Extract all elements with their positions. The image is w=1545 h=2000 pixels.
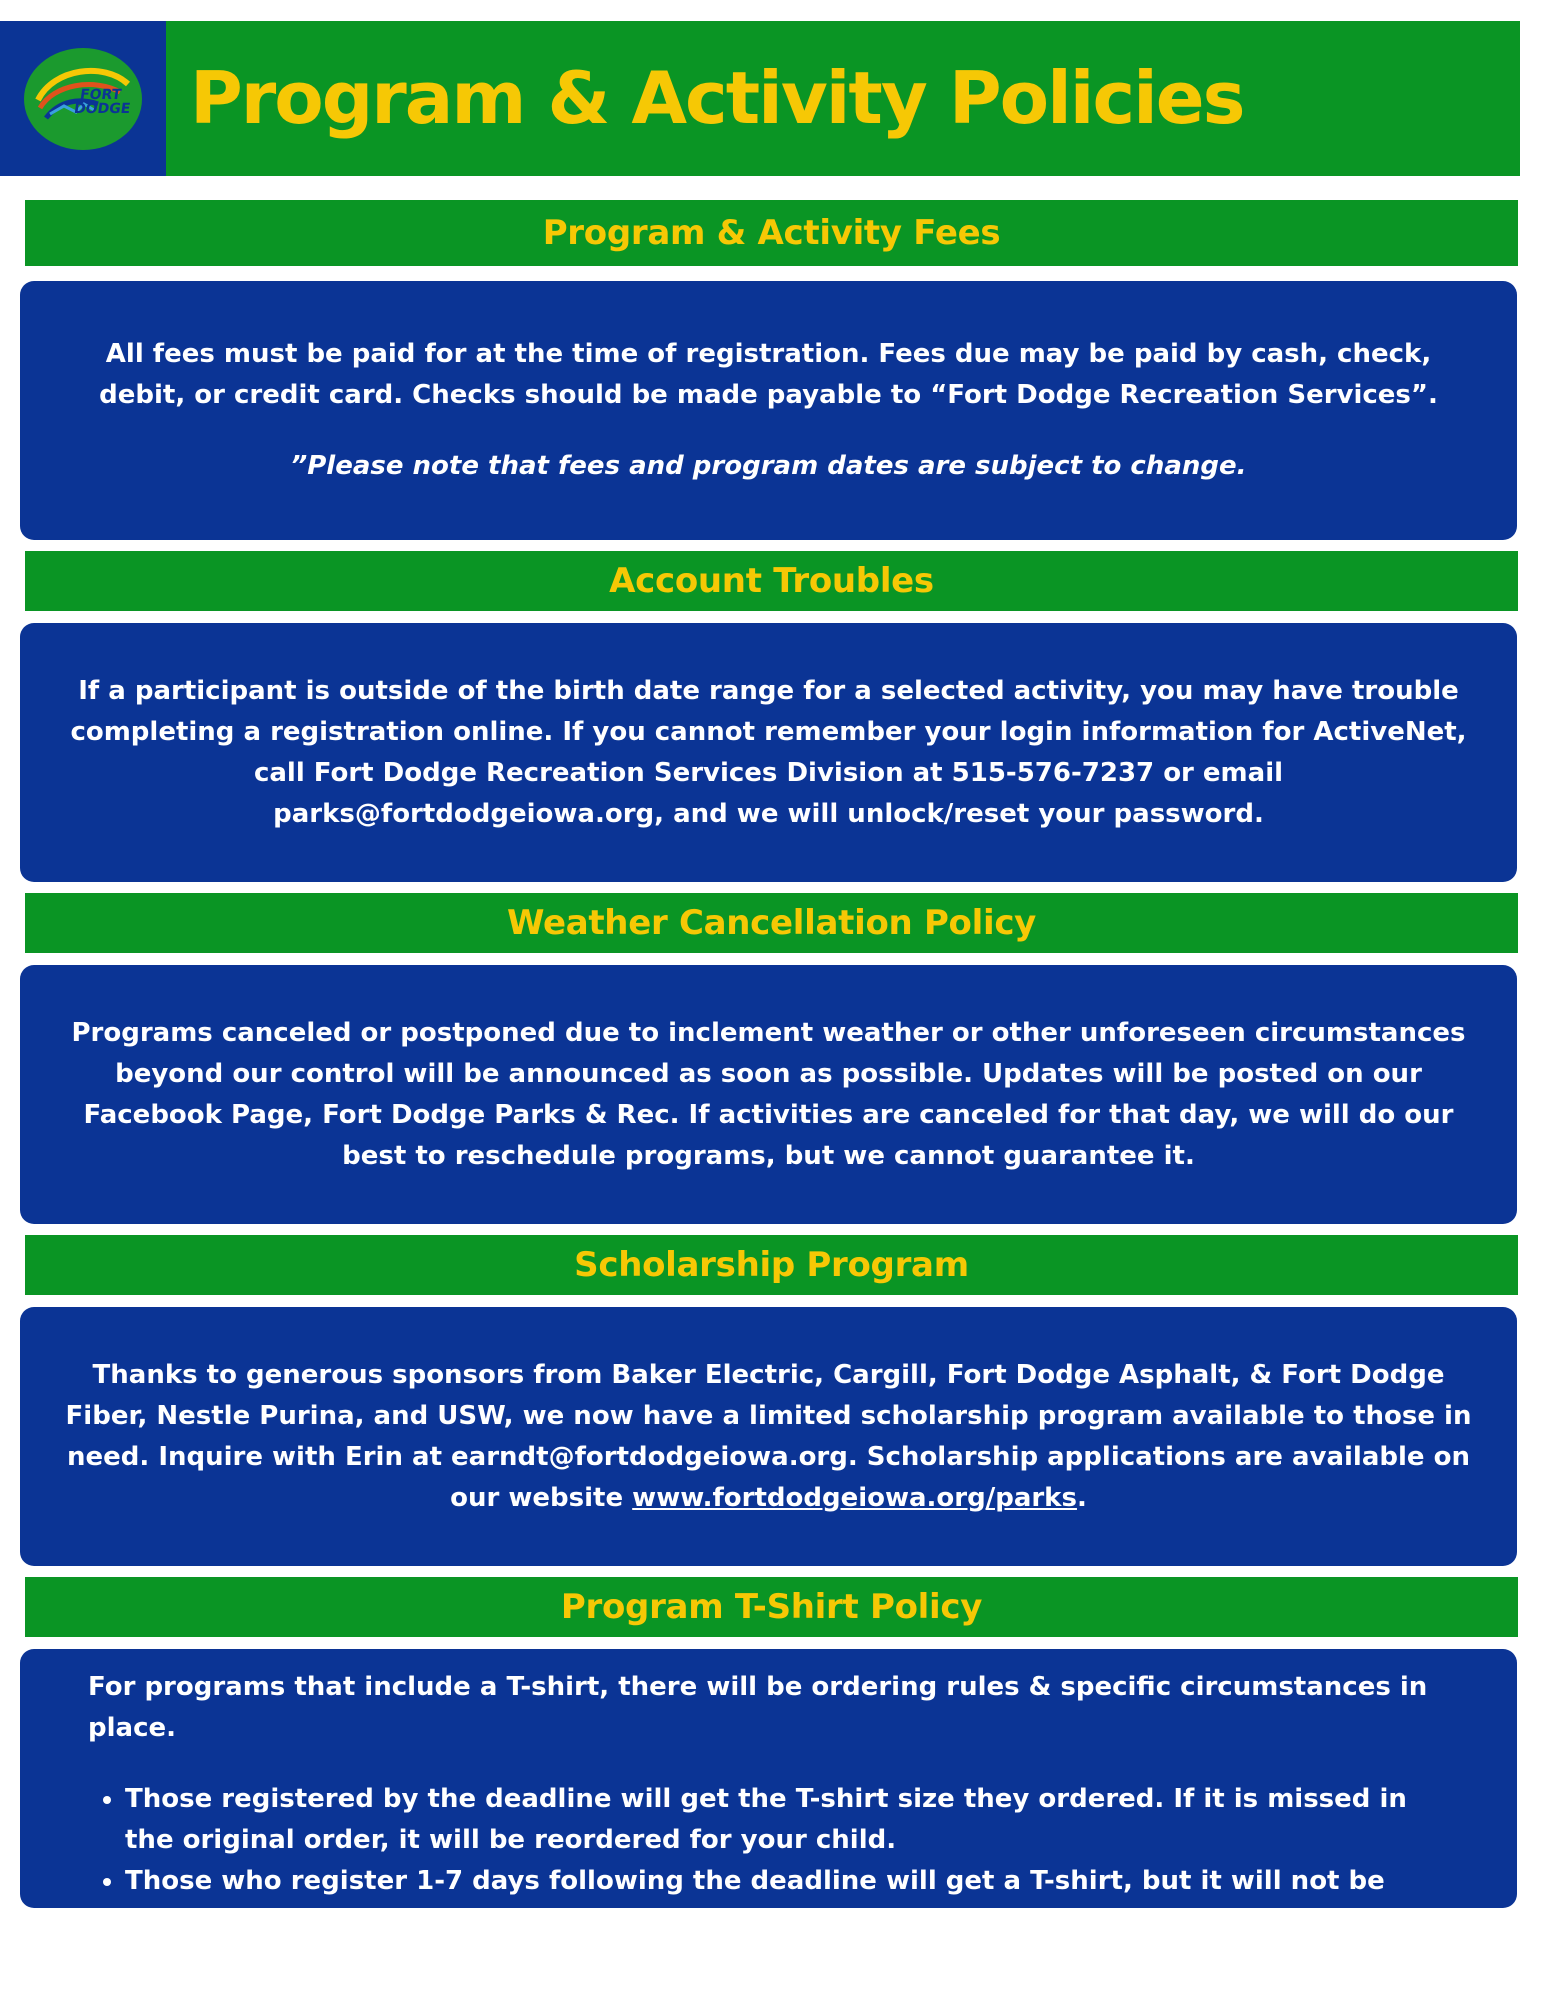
fort-dodge-logo (24, 48, 142, 150)
logo-text-fort: FORT (78, 87, 123, 103)
section-body-tshirt (20, 1649, 1517, 1937)
section-heading-weather: Weather Cancellation Policy (25, 893, 1518, 953)
tshirt-intro: For programs that include a T-shirt, there will be ordering rules & specific circumstances in place. (88, 1672, 1428, 1743)
tshirt-bullet-list (88, 1779, 1457, 1943)
fees-paragraph: All fees must be paid for at the time of registration. Fees due may be paid by cash, check, debit, or credit card. Checks should be made payable to “Fort Dodge Recreation Services”. (99, 339, 1438, 410)
page-title: Program & Activity Policies (190, 56, 1244, 140)
parks-website-link[interactable]: www.fortdodgeiowa.org/parks (632, 1482, 1077, 1513)
fees-note: ”Please note that fees and program dates are subject to change. (290, 451, 1247, 481)
logo-text-dodge: DODGE (72, 101, 132, 117)
section-heading-tshirt: Program T-Shirt Policy (25, 1577, 1518, 1637)
section-heading-fees: Program & Activity Fees (25, 200, 1518, 266)
section-body-scholarship (20, 1307, 1517, 1566)
section-heading-scholarship: Scholarship Program (25, 1235, 1518, 1295)
scholarship-text: Thanks to generous sponsors from Baker Electric, Cargill, Fort Dodge Asphalt, & Fort Dodge Fiber, Nestle Purina, and USW, we now have a limited scholarship program available to those in need. Inquire with Erin at earndt@fortdodgeiowa.org. Scholarship applications are available on our website (65, 1359, 1472, 1513)
section-body-weather (20, 965, 1517, 1224)
section-heading-account: Account Troubles (25, 551, 1518, 611)
weather-paragraph: Programs canceled or postponed due to inclement weather or other unforeseen circumstances beyond our control will be announced as soon as possible. Updates will be posted on our Facebook Page, Fort Dodge Parks & Rec. If activities are canceled for that day, we will do our best to reschedule programs, but we cannot guarantee it. (71, 1017, 1466, 1171)
section-body-fees (20, 281, 1517, 540)
tshirt-bullet-item: • Those registered by the deadline will get the T-shirt size they ordered. If it is missed in the original order, it will be reordered for your child. (125, 1779, 1457, 1861)
account-paragraph: If a participant is outside of the birth date range for a selected activity, you may have trouble completing a registration online. If you cannot remember your login information for ActiveNet, call Fort Dodge Recreation Services Division at 515-576-7237 or email parks@fortdodgeiowa.org, and we will unlock/reset your password. (70, 675, 1467, 829)
scholarship-trailing: . (1076, 1482, 1087, 1513)
scholarship-paragraph (60, 1355, 1477, 1519)
section-body-account (20, 623, 1517, 882)
tshirt-bullet-item: • Those who register 1-7 days following the deadline will get a T-shirt, but it will not be rush ordered due to the deadline being passed. (125, 1861, 1457, 1943)
